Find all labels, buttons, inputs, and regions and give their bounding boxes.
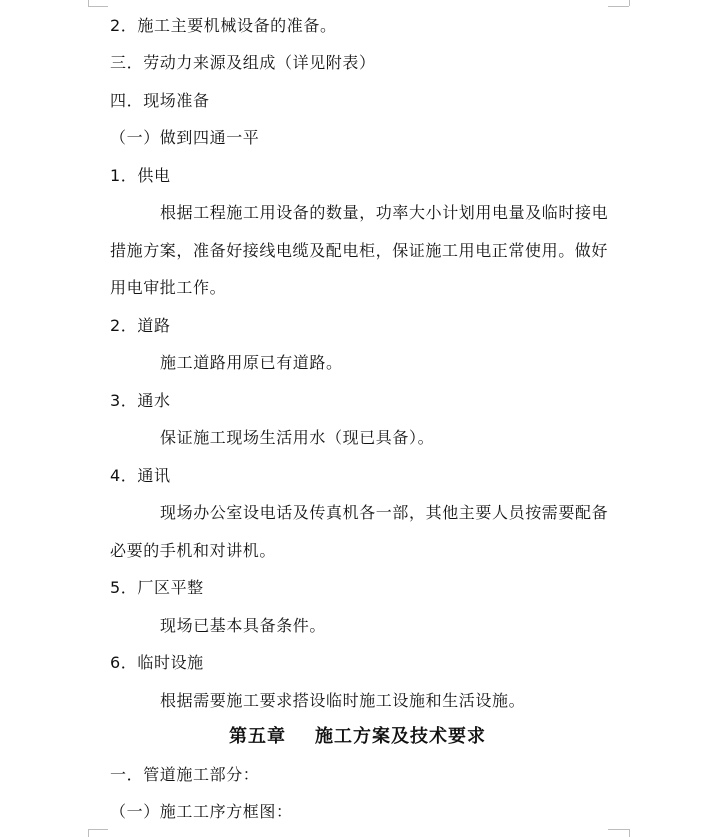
paragraph-line: 现场已基本具备条件。 [160, 616, 327, 635]
item-heading: 1．供电 [110, 166, 171, 185]
section-heading: 一．管道施工部分： [110, 765, 260, 784]
crop-mark-bottom-right-v [629, 829, 630, 837]
section-heading: 三．劳动力来源及组成（详见附表） [110, 53, 376, 72]
crop-mark-top-left-h [88, 6, 108, 7]
item-heading: 5．厂区平整 [110, 578, 204, 597]
paragraph-line: 施工道路用原已有道路。 [160, 353, 343, 372]
paragraph-line: 措施方案，准备好接线电缆及配电柜，保证施工用电正常使用。做好 [110, 241, 609, 260]
paragraph-line: 保证施工现场生活用水（现已具备）。 [160, 428, 435, 447]
subsection-heading: （一）施工工序方框图： [110, 802, 293, 821]
chapter-number: 第五章 [229, 726, 286, 747]
crop-mark-bottom-left [88, 829, 108, 830]
crop-mark-bottom-left-v [88, 829, 89, 837]
item-heading: 3．通水 [110, 391, 171, 410]
crop-mark-top-right-h [608, 6, 629, 7]
item-heading: 2．道路 [110, 316, 171, 335]
paragraph-line: 根据需要施工要求搭设临时施工设施和生活设施。 [160, 691, 526, 710]
crop-mark-bottom-right [608, 829, 629, 830]
paragraph-line: 用电审批工作。 [110, 278, 227, 297]
chapter-title: 施工方案及技术要求 [315, 726, 486, 747]
paragraph-line: 现场办公室设电话及传真机各一部，其他主要人员按需要配备 [160, 503, 609, 522]
item-heading: 6．临时设施 [110, 653, 204, 672]
section-heading: 四．现场准备 [110, 91, 210, 110]
item-heading: 4．通讯 [110, 466, 171, 485]
text-line: 2．施工主要机械设备的准备。 [110, 16, 337, 35]
crop-mark-top-right [629, 0, 630, 6]
subsection-heading: （一）做到四通一平 [110, 128, 260, 147]
paragraph-line: 必要的手机和对讲机。 [110, 541, 277, 560]
paragraph-line: 根据工程施工用设备的数量，功率大小计划用电量及临时接电 [160, 203, 609, 222]
